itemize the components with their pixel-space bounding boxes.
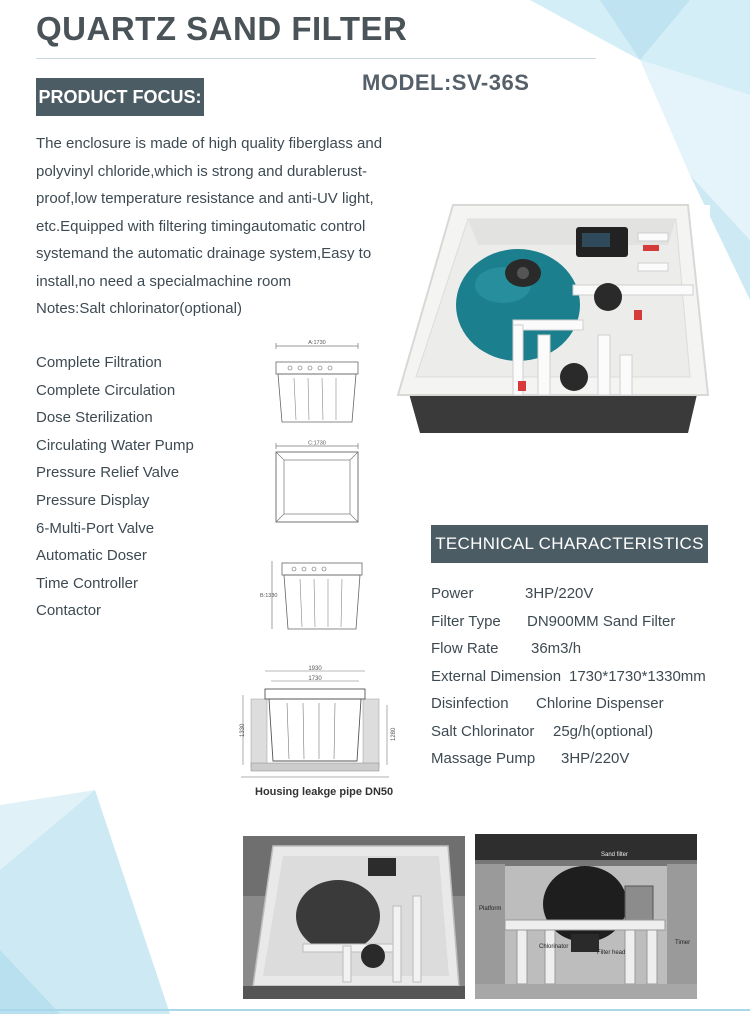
- description-line: install,no need a specialmachine room: [36, 272, 292, 290]
- side-height-label: B:1330: [260, 593, 278, 599]
- photo-label-chlorinator: Chlorinator: [539, 944, 569, 950]
- spec-row-salt-chlorinator: [431, 718, 706, 746]
- spec-value: Chlorine Dispenser: [536, 695, 664, 712]
- spec-value: 3HP/220V: [561, 750, 630, 767]
- grayscale-photo-enclosure: [243, 836, 465, 999]
- product-description: [36, 130, 401, 323]
- spec-value: 36m3/h: [531, 640, 582, 657]
- description-line: proof,low temperature resistance and anti-UV light,: [36, 190, 374, 207]
- spec-row-flow-rate: [431, 635, 706, 663]
- spec-value: DN900MM Sand Filter: [527, 612, 676, 630]
- spec-key: Massage Pump: [431, 750, 536, 767]
- description-line: systemand the automatic drainage system,Easy to: [36, 245, 372, 262]
- spec-key: External Dimension: [431, 667, 562, 685]
- photo-label-filter-head: Filter head: [597, 950, 626, 956]
- spec-row-disinfection: [431, 690, 706, 718]
- drawing-side-view: [258, 555, 368, 635]
- spec-key: Power: [431, 585, 474, 602]
- drawing-top-view: [268, 440, 368, 525]
- description-line: etc.Equipped with filtering timingautomatic control: [36, 217, 366, 235]
- installation-caption: Housing leakge pipe DN50: [255, 786, 394, 798]
- install-outer-width-label: 1930: [308, 666, 322, 672]
- spec-row-massage-pump: [431, 745, 706, 773]
- spec-list: [431, 580, 706, 773]
- spec-row-filter-type: [431, 608, 706, 636]
- spec-key: Disinfection: [431, 695, 509, 712]
- photo-label-sand-filter: Sand filter: [601, 852, 629, 858]
- title-underline: [36, 58, 596, 59]
- spec-key: Flow Rate: [431, 640, 499, 657]
- spec-value: 3HP/220V: [525, 585, 594, 602]
- bottom-rule: [0, 1009, 750, 1011]
- install-right-height-label: 1280: [391, 727, 397, 741]
- spec-key: Salt Chlorinator: [431, 722, 535, 740]
- install-left-height-label: 1330: [240, 723, 246, 737]
- product-focus-label: PRODUCT FOCUS:: [36, 78, 204, 116]
- drawing-installation: [235, 665, 395, 780]
- feature-list: [36, 349, 194, 625]
- photo-label-platform: Platform: [479, 906, 502, 912]
- feature-item: Automatic Doser: [36, 547, 147, 565]
- spec-row-external-dimension: [431, 663, 706, 691]
- feature-item: Pressure Relief Valve: [36, 464, 180, 482]
- product-photo: [398, 205, 710, 435]
- spec-key: Filter Type: [431, 612, 501, 630]
- photo-label-timer: Timer: [675, 940, 691, 946]
- feature-item: Complete Circulation: [36, 381, 176, 399]
- feature-item: Complete Filtration: [36, 354, 162, 371]
- page-title: QUARTZ SAND FILTER: [36, 10, 408, 47]
- feature-item: Circulating Water Pump: [36, 436, 194, 454]
- spec-row-power: [431, 580, 706, 608]
- description-line: Notes:Salt chlorinator(optional): [36, 300, 242, 317]
- feature-item: 6-Multi-Port Valve: [36, 519, 155, 537]
- feature-item: Contactor: [36, 602, 102, 620]
- technical-characteristics-label: TECHNICAL CHARACTERISTICS: [431, 525, 708, 563]
- feature-item: Pressure Display: [36, 491, 150, 509]
- spec-value: 1730*1730*1330mm: [569, 667, 706, 685]
- spec-value: 25g/h(optional): [553, 722, 654, 740]
- description-line: The enclosure is made of high quality fiberglass and: [36, 135, 383, 152]
- feature-item: Time Controller: [36, 574, 138, 592]
- grayscale-photo-labeled: [475, 834, 697, 999]
- top-width-label: C:1730: [308, 440, 326, 447]
- front-width-label: A:1730: [308, 340, 326, 346]
- drawing-front-view: [268, 340, 368, 430]
- feature-item: Dose Sterilization: [36, 409, 153, 427]
- model-number: MODEL:SV-36S: [362, 70, 530, 95]
- description-line: polyvinyl chloride,which is strong and durablerust-: [36, 162, 367, 180]
- install-inner-width-label: 1730: [308, 676, 322, 682]
